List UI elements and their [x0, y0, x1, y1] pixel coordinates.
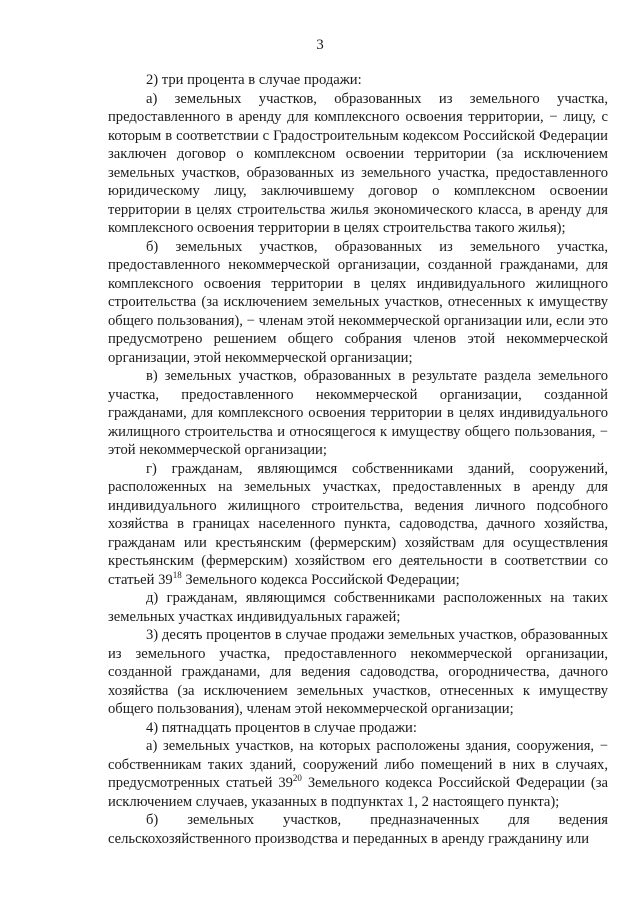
paragraph-2v: в) земельных участков, образованных в результате раздела земельного участка, предоставленного некоммерческой организации, созданной гражданами, для комплексного освоения территории в целях индивидуального жилищного строительства и относящегося к имуществу общего пользования, − этой некоммерческой организации; — [108, 368, 608, 458]
paragraph-4: 4) пятнадцать процентов в случае продажи: — [146, 719, 417, 736]
paragraph-4a-text-end: Земельного кодекса Российской Федерации (за исключением случаев, указанных в подпунктах 1, 2 настоящего пункта); — [108, 775, 609, 810]
article-superscript: 18 — [172, 569, 182, 580]
paragraph-2: 2) три процента в случае продажи: — [146, 72, 362, 88]
paragraph-2b: б) земельных участков, образованных из земельного участка, предоставленного некоммерческой организации, созданной гражданами, для комплексного освоения территории в целях индивидуального жилищного строительства (за исключением земельных участков, отнесенных к имуществу общего пользования), − членам этой некоммерческой организации или, если это предусмотрено решением общего собрания членов этой некоммерческой организации, этой некоммерческой организации; — [108, 238, 608, 366]
paragraph-2d: д) гражданам, являющимся собственниками расположенных на таких земельных участках индивидуальных гаражей; — [108, 590, 608, 625]
paragraph-2g-text-end: Земельного кодекса Российской Федерации; — [181, 571, 460, 588]
page-number: 3 — [316, 37, 324, 53]
paragraph-3: 3) десять процентов в случае продажи земельных участков, образованных из земельного участка, предоставленного некоммерческой организации, созданной гражданами, для ведения садоводства, огородничества, дачного хозяйства (за исключением земельных участков, отнесенных к имуществу общего пользования), членам этой некоммерческой организации; — [108, 627, 608, 717]
paragraph-2g — [108, 460, 608, 590]
article-superscript: 20 — [292, 773, 302, 784]
paragraph-4a-text: а) земельных участков, на которых расположены здания, сооружения, − собственникам таких зданий, сооружений либо помещений в них в случаях, предусмотренных статьей 39 — [108, 738, 608, 791]
paragraph-2a: а) земельных участков, образованных из земельного участка, предоставленного в аренду для комплексного освоения территории, − лицу, с которым в соответствии с Градостроительным кодексом Российской Федерации заключен договор о комплексном освоении территории (за исключением земельных участков, образованных из земельного участка, предоставленного юридическому лицу, заключившему договор о комплексном освоении территории в целях строительства жилья экономического класса, в аренду для комплексного освоения территории в целях строительства такого жилья); — [108, 90, 608, 236]
paragraph-4a — [108, 737, 608, 811]
document-body — [108, 71, 608, 848]
paragraph-4b: б) земельных участков, предназначенных для ведения сельскохозяйственного производства и переданных в аренду гражданину или — [108, 812, 608, 847]
paragraph-2g-text: г) гражданам, являющимся собственниками зданий, сооружений, расположенных на земельных участках, предоставленных в аренду для индивидуального жилищного строительства, ведения личного подсобного хозяйства в границах населенного пункта, садоводства, дачного хозяйства, гражданам или крестьянским (фермерским) хозяйствам для осуществления крестьянским (фермерским) хозяйством его деятельности в соответствии со статьей 39 — [108, 460, 608, 588]
